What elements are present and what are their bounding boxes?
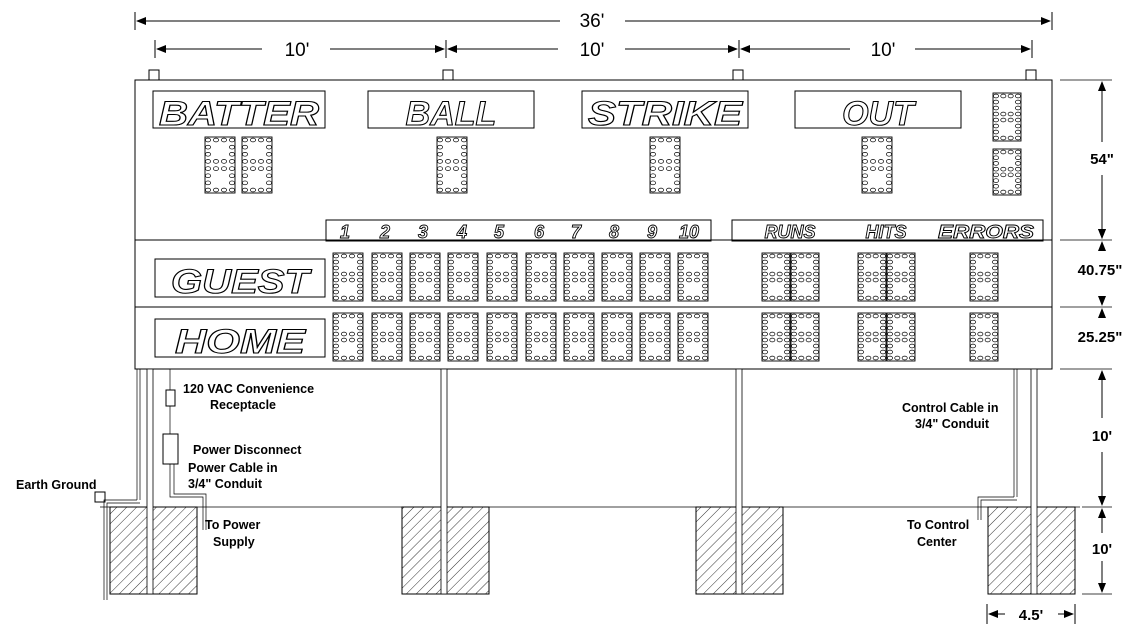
guest-inning-1-digit <box>333 253 363 301</box>
inning-label-3: 3 <box>417 222 429 242</box>
inning-label-2: 2 <box>379 222 391 242</box>
overall-width-label: 36' <box>579 11 605 32</box>
batter-digit-1 <box>205 137 235 193</box>
batter-digit-2 <box>242 137 272 193</box>
power-cable-note-line1: Power Cable in <box>188 461 278 475</box>
pole-height-label: 10' <box>1091 428 1113 445</box>
section-width-dimensions <box>155 40 1032 61</box>
guest-panel <box>155 259 325 301</box>
guest-label: GUEST <box>171 263 313 301</box>
inning-label-1: 1 <box>339 222 351 242</box>
inning-header <box>326 220 1043 242</box>
home-inning-10-digit <box>678 313 708 361</box>
footing-1 <box>110 507 197 594</box>
right-indicator-lower <box>993 149 1021 195</box>
section-width-label-2: 10' <box>579 40 605 61</box>
hits-label: HITS <box>865 222 907 242</box>
power-cable-note-line2: 3/4" Conduit <box>188 477 262 491</box>
receptacle-note-line1: 120 VAC Convenience <box>183 382 315 396</box>
inning-label-5: 5 <box>493 222 505 242</box>
disconnect-note: Power Disconnect <box>193 443 302 457</box>
right-indicator-upper <box>993 93 1021 141</box>
control-conduit <box>978 369 1017 520</box>
power-disconnect <box>163 434 178 464</box>
lifting-eyes <box>149 70 1036 80</box>
footing-depth-label: 10' <box>1091 541 1113 558</box>
home-row-height-label: 25.25" <box>1077 329 1123 346</box>
out-digit <box>862 137 892 193</box>
top-section-height-label: 54" <box>1090 151 1114 168</box>
section-width-label-1: 10' <box>284 40 310 61</box>
guest-inning-4-digit <box>448 253 478 301</box>
guest-row-height-label: 40.75" <box>1077 262 1123 279</box>
home-hits-digit-1 <box>858 313 886 361</box>
home-inning-9-digit <box>640 313 670 361</box>
guest-errors-digit <box>970 253 998 301</box>
guest-inning-9-digit <box>640 253 670 301</box>
guest-inning-10-digit <box>678 253 708 301</box>
guest-hits-digit-1 <box>858 253 886 301</box>
batter-panel <box>153 91 325 133</box>
guest-runs-digit-1 <box>762 253 790 301</box>
home-hits-digit-2 <box>887 313 915 361</box>
earth-ground-note: Earth Ground <box>16 478 97 492</box>
home-inning-8-digit <box>602 313 632 361</box>
ball-panel <box>368 91 534 133</box>
strike-label: STRIKE <box>588 95 744 133</box>
guest-inning-7-digit <box>564 253 594 301</box>
inning-label-9: 9 <box>646 222 658 242</box>
home-inning-4-digit <box>448 313 478 361</box>
inning-label-10: 10 <box>678 222 700 242</box>
inning-label-8: 8 <box>608 222 620 242</box>
home-inning-6-digit <box>526 313 556 361</box>
home-inning-3-digit <box>410 313 440 361</box>
ball-digit <box>437 137 467 193</box>
home-panel <box>155 319 325 361</box>
home-label: HOME <box>175 323 307 361</box>
inning-label-4: 4 <box>456 222 468 242</box>
home-inning-2-digit <box>372 313 402 361</box>
guest-inning-2-digit <box>372 253 402 301</box>
guest-inning-6-digit <box>526 253 556 301</box>
home-inning-5-digit <box>487 313 517 361</box>
home-runs-digit-1 <box>762 313 790 361</box>
to-control-note-line2: Center <box>917 535 957 549</box>
runs-label: RUNS <box>764 222 816 242</box>
to-power-note-line2: Supply <box>213 535 255 549</box>
control-cable-note-line1: Control Cable in <box>902 401 999 415</box>
footing-width-label: 4.5' <box>1018 607 1044 624</box>
strike-panel <box>582 91 748 133</box>
guest-inning-8-digit <box>602 253 632 301</box>
guest-inning-3-digit <box>410 253 440 301</box>
receptacle-note-line2: Receptacle <box>210 398 277 412</box>
home-inning-7-digit <box>564 313 594 361</box>
home-runs-digit-2 <box>791 313 819 361</box>
batter-label: BATTER <box>159 95 320 133</box>
guest-inning-5-digit <box>487 253 517 301</box>
out-panel <box>795 91 961 133</box>
home-inning-1-digit <box>333 313 363 361</box>
to-power-note-line1: To Power <box>205 518 261 532</box>
out-label: OUT <box>842 95 914 133</box>
inning-label-7: 7 <box>570 222 582 242</box>
guest-hits-digit-2 <box>887 253 915 301</box>
section-width-label-3: 10' <box>870 40 896 61</box>
ball-label: BALL <box>405 95 497 133</box>
inning-label-6: 6 <box>533 222 545 242</box>
errors-label: ERRORS <box>938 222 1034 242</box>
convenience-receptacle <box>166 390 175 406</box>
overall-width-dimension <box>135 11 1052 32</box>
guest-runs-digit-2 <box>791 253 819 301</box>
home-errors-digit <box>970 313 998 361</box>
strike-digit <box>650 137 680 193</box>
control-cable-note-line2: 3/4" Conduit <box>915 417 989 431</box>
to-control-note-line1: To Control <box>907 518 970 532</box>
